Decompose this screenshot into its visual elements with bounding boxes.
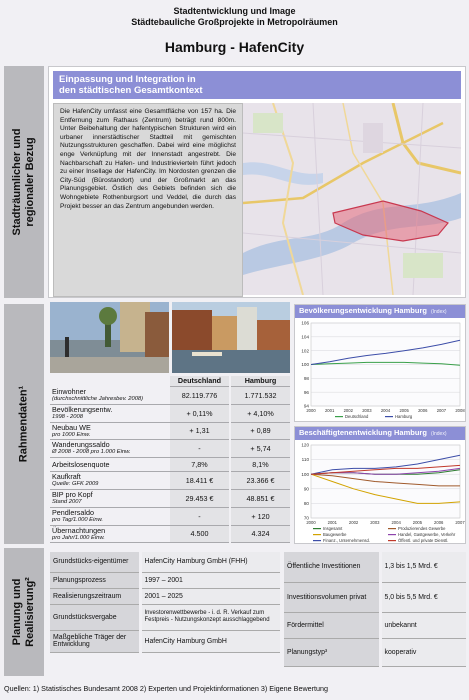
y-tick-label: 96	[303, 389, 309, 395]
waterfront-photo-1	[50, 302, 169, 373]
y-tick-label: 100	[301, 471, 309, 477]
planning-key: Grundstücks-eigentümer	[50, 552, 140, 572]
x-tick-label: 2002	[343, 408, 353, 413]
planning-key: Realisierungszeitraum	[50, 588, 140, 604]
planning-row	[50, 552, 280, 572]
legend-label: Handel, Gastgewerbe, Verkehr	[398, 532, 456, 537]
x-tick-label: 2005	[399, 408, 409, 413]
legend-label: Produzierendes Gewerbe	[398, 526, 446, 531]
framework-row-sublabel: Ø 2008 - 2008 pro 1.000 Einw.	[52, 449, 131, 456]
framework-row	[50, 471, 290, 489]
planning-row	[284, 582, 466, 612]
section-2-side	[4, 304, 44, 544]
x-tick-label: 2001	[327, 520, 337, 525]
value-hamburg: + 120	[230, 507, 290, 525]
framework-row-label: Kaufkraft	[52, 472, 81, 482]
chart-2-title: Beschäftigtenentwicklung Hamburg (Index)	[295, 427, 465, 440]
value-hamburg: + 5,74	[230, 439, 290, 457]
population-chart	[295, 318, 465, 424]
y-tick-label: 106	[301, 320, 309, 326]
section-2-side-label: Rahmendaten¹	[17, 385, 30, 463]
planning-row	[50, 604, 280, 630]
x-tick-label: 2007	[455, 520, 465, 525]
framework-row	[50, 439, 290, 457]
y-tick-label: 80	[303, 501, 309, 506]
chart-2-panel	[294, 426, 466, 544]
planning-value: kooperativ	[380, 638, 466, 666]
x-tick-label: 2000	[306, 408, 316, 413]
y-tick-label: 70	[303, 515, 309, 521]
column-hamburg: Hamburg	[230, 376, 290, 386]
legend-label: Deutschland	[345, 414, 369, 419]
legend-label: Insgesamt	[323, 526, 343, 531]
framework-header-row	[50, 376, 290, 386]
planning-key: Planungstyp³	[284, 638, 380, 666]
section-1-panel	[48, 66, 466, 298]
planning-row	[284, 612, 466, 638]
header-line-2: Städtebauliche Großprojekte in Metropolräumen	[131, 17, 338, 27]
x-tick-label: 2002	[348, 520, 359, 525]
value-deutschland: 18.411 €	[170, 471, 230, 489]
sources-footer: Quellen: 1) Statistisches Bundesamt 2008 2) Experten und Projektinformationen 3) Eigene Bewertung	[4, 684, 329, 693]
chart-1-panel	[294, 304, 466, 422]
section-3-side-label: Planung und Realisierung²	[11, 577, 36, 647]
value-deutschland: 4.500	[170, 525, 230, 542]
framework-row-label: Einwohner	[52, 387, 86, 396]
legend-label: Finanz., Unternehmensd.	[323, 538, 371, 543]
photo-1	[50, 302, 169, 373]
planning-table-left	[50, 552, 280, 653]
employment-chart	[295, 440, 465, 546]
framework-row-sublabel: pro 1000 Einw.	[52, 431, 91, 438]
section-1-heading: Einpassung und Integration in den städtischen Gesamtkontext	[53, 71, 461, 99]
planning-value: 1,3 bis 1,5 Mrd. €	[380, 552, 466, 582]
planning-value: HafenCity Hamburg GmbH	[140, 630, 280, 652]
x-tick-label: 2003	[370, 520, 380, 525]
planning-row	[50, 630, 280, 652]
value-hamburg: 23.366 €	[230, 471, 290, 489]
value-hamburg: 48.851 €	[230, 489, 290, 507]
value-hamburg: + 0,89	[230, 422, 290, 439]
framework-row-label: BIP pro Kopf	[52, 490, 93, 500]
framework-row-sublabel: 1998 - 2008	[52, 414, 83, 421]
framework-row	[50, 489, 290, 507]
planning-row	[284, 638, 466, 666]
planning-row	[284, 552, 466, 582]
legend-label: Öffentl. und private Dienstl.	[398, 538, 449, 543]
framework-row-label: Wanderungssaldo	[52, 440, 110, 450]
header-line-1: Stadtentwicklung und Image	[173, 6, 296, 16]
legend-label: Hamburg	[395, 414, 413, 419]
planning-row	[50, 572, 280, 588]
waterfront-photo-2	[172, 302, 290, 373]
planning-key: Maßgebliche Träger der Entwicklung	[50, 630, 140, 652]
x-tick-label: 2008	[455, 408, 465, 413]
planning-value: 5,0 bis 5,5 Mrd. €	[380, 582, 466, 612]
framework-row-sublabel: Quelle: GFK 2009	[52, 481, 99, 488]
framework-row	[50, 507, 290, 525]
location-map	[243, 103, 461, 295]
section-3-side	[4, 548, 44, 676]
legend-label: Baugewerbe	[323, 532, 347, 537]
value-hamburg: + 4,10%	[230, 404, 290, 422]
value-hamburg: 4.324	[230, 525, 290, 542]
x-tick-label: 2000	[306, 520, 316, 525]
y-tick-label: 100	[301, 362, 309, 368]
framework-row-label: Neubau WE	[52, 422, 91, 432]
planning-row	[50, 588, 280, 604]
x-tick-label: 2007	[436, 408, 447, 413]
x-tick-label: 2001	[324, 408, 335, 413]
planning-value: 1997 – 2001	[140, 572, 280, 588]
framework-row-sublabel: (durchschnittliche Jahresbev. 2008)	[52, 396, 144, 402]
context-text: Die HafenCity umfasst eine Gesamtfläche von 157 ha. Die Entfernung zum Rathaus (Zentrum) beträgt rund 800m. Unter Beibehaltung der hafentypischen Strukturen wird ein urbaner innerstädtischer Stadtteil mit gemischten Nutzungsstrukturen geschaffen. Dabei wird eine möglichst enge Verknüpfung mit der Innenstadt angestrebt. Die Nachbarschaft zu Hafen- und Industrievierteln führt jedoch zu einer Insellage der HafenCity. Im Nordosten grenzen die City-Süd (Bürostandort) und der Großmarkt an das Planungsgebiet. Östlich des Gebiets befinden sich die Wohngebiete Rothenburgsort und Veddel, die durch das Projekt besser an das Zentrum angebunden werden.	[53, 103, 243, 297]
y-tick-label: 110	[301, 457, 309, 463]
planning-value: 2001 – 2025	[140, 588, 280, 604]
page-header	[0, 0, 469, 60]
x-tick-label: 2004	[380, 408, 391, 413]
column-deutschland: Deutschland	[170, 376, 230, 386]
photo-2	[172, 302, 290, 373]
x-tick-label: 2003	[362, 408, 372, 413]
x-tick-label: 2006	[434, 520, 444, 525]
value-hamburg: 8,1%	[230, 457, 290, 471]
value-deutschland: + 0,11%	[170, 404, 230, 422]
section-1-side-label: Stadträumlicher und regionaler Bezug	[11, 128, 36, 236]
y-tick-label: 104	[301, 334, 309, 340]
y-tick-label: 94	[303, 403, 309, 409]
map-graphic	[243, 103, 461, 295]
framework-row	[50, 386, 290, 404]
planning-key: Fördermittel	[284, 612, 380, 638]
framework-data-table	[50, 376, 290, 543]
planning-key: Öffentliche Investitionen	[284, 552, 380, 582]
value-deutschland: + 1,31	[170, 422, 230, 439]
planning-table-right	[284, 552, 466, 667]
section-1-side	[4, 66, 44, 298]
value-hamburg: 1.771.532	[230, 386, 290, 404]
y-tick-label: 98	[303, 375, 309, 381]
chart-1-title: Bevölkerungsentwicklung Hamburg (Index)	[295, 305, 465, 318]
y-tick-label: 90	[303, 486, 309, 492]
y-tick-label: 120	[301, 442, 309, 448]
value-deutschland: 29.453 €	[170, 489, 230, 507]
framework-row-label: Pendlersaldo	[52, 508, 94, 518]
framework-row-label: Arbeitslosenquote	[52, 459, 110, 469]
framework-row-sublabel: pro Tag/1.000 Einw.	[52, 517, 104, 524]
planning-value: HafenCity Hamburg GmbH (FHH)	[140, 552, 280, 572]
x-tick-label: 2005	[412, 520, 423, 525]
value-deutschland: -	[170, 439, 230, 457]
framework-row-sublabel: pro Jahr/1.000 Einw.	[52, 534, 105, 541]
page-title: Hamburg - HafenCity	[164, 39, 305, 55]
x-tick-label: 2006	[418, 408, 428, 413]
value-deutschland: -	[170, 507, 230, 525]
framework-row	[50, 525, 290, 542]
value-deutschland: 7,8%	[170, 457, 230, 471]
planning-key: Planungsprozess	[50, 572, 140, 588]
x-tick-label: 2004	[391, 520, 401, 525]
framework-row	[50, 457, 290, 471]
framework-row	[50, 404, 290, 422]
planning-value: Investorenwettbewerbe - i. d. R. Verkauf zum Festpreis - Nutzungskonzept ausschlaggebend	[140, 604, 280, 630]
planning-value: unbekannt	[380, 612, 466, 638]
framework-row-label: Übernachtungen	[52, 525, 106, 535]
framework-row-sublabel: Stand 2007	[52, 499, 82, 506]
framework-row-label: Bevölkerungsentw.	[52, 405, 113, 415]
value-deutschland: 82.119.776	[170, 386, 230, 404]
planning-key: Grundstücksvergabe	[50, 604, 140, 630]
framework-row	[50, 422, 290, 439]
planning-key: Investitionsvolumen privat	[284, 582, 380, 612]
y-tick-label: 102	[301, 348, 309, 354]
